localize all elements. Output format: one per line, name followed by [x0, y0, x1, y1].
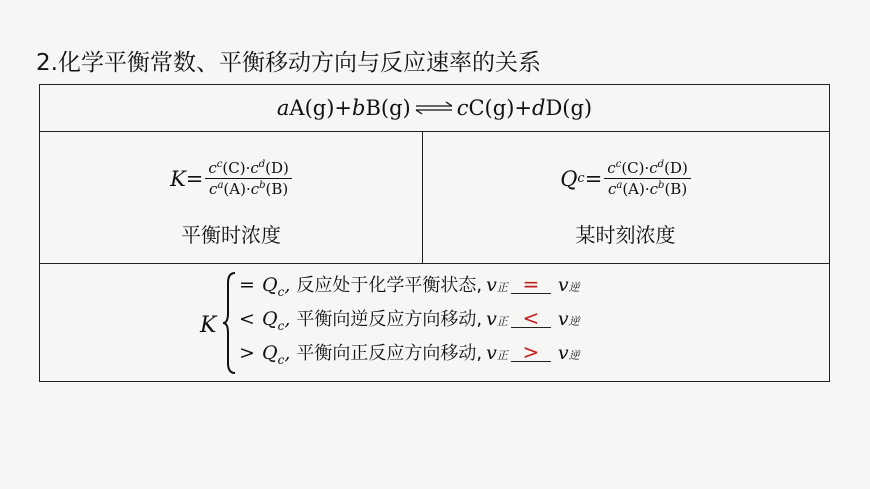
answer-blank-greater: > [511, 343, 551, 362]
definition-row [40, 131, 829, 264]
species-a: A(g)+ [289, 96, 352, 120]
section-heading: 2.化学平衡常数、平衡移动方向与反应速率的关系 [36, 50, 541, 76]
condition-greater: > $Q_c$, 平衡向正反应方向移动, v正 > v逆 [239, 340, 580, 367]
species-c: C(g)+ [468, 96, 532, 120]
condition-equal: = $Q_c$, 反应处于化学平衡状态, v正 = v逆 [239, 272, 580, 299]
k-cell [40, 131, 423, 263]
answer-blank-less: < [511, 309, 551, 328]
coef-d: d [531, 96, 546, 120]
qc-symbol: Q [560, 166, 578, 191]
species-d: D(g) [545, 96, 593, 120]
left-brace-icon [222, 271, 236, 375]
k-letter: K [200, 313, 217, 338]
k-symbol: K [170, 166, 186, 191]
k-label: 平衡时浓度 [181, 223, 281, 247]
coef-b: b [352, 96, 366, 120]
qc-fraction: $\frac{c^c(C)\cdot c^d(D)}{c^a(A)\cdot c^b(B)}$ [604, 159, 691, 198]
comparison-row [40, 263, 829, 381]
condition-less: < $Q_c$, 平衡向逆反应方向移动, v正 < v逆 [239, 306, 580, 333]
answer-blank-equal: = [511, 275, 551, 294]
k-formula: K = $\frac{c^c(C)\cdot c^d(D)}{c^a(A)\cdot c^b(B)}$ [40, 159, 422, 198]
relation-table [39, 84, 830, 382]
coef-a: a [276, 96, 290, 120]
species-b: B(g) [365, 96, 411, 120]
qc-formula: Q c = $\frac{c^c(C)\cdot c^d(D)}{c^a(A)\cdot c^b(B)}$ [422, 159, 829, 198]
k-fraction: $\frac{c^c(C)\cdot c^d(D)}{c^a(A)\cdot c^b(B)}$ [205, 159, 292, 198]
equilibrium-arrow-icon [414, 101, 454, 115]
reaction-equation [40, 85, 829, 132]
qc-label: 某时刻浓度 [575, 223, 676, 247]
qc-cell [422, 131, 829, 263]
coef-c: c [456, 96, 469, 120]
